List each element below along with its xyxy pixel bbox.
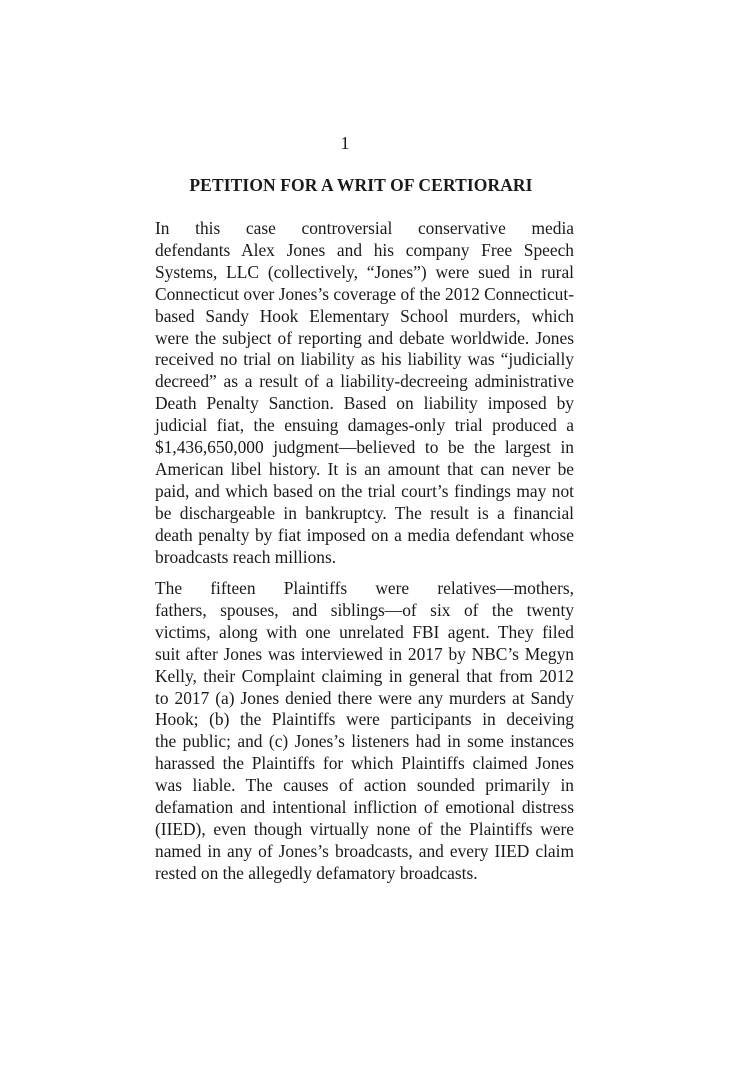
paragraph-line: decreed” as a result of a liability-decreeing administrative — [155, 371, 574, 392]
paragraph-line: were the subject of reporting and debate worldwide. Jones — [155, 327, 574, 348]
paragraph-line: Kelly, their Complaint claiming in general that from 2012 — [155, 665, 574, 686]
paragraph-line: The fifteen Plaintiffs were relatives—mothers, — [155, 578, 574, 598]
paragraph-line: rested on the allegedly defamatory broadcasts. — [155, 862, 478, 883]
paragraph-line: named in any of Jones’s broadcasts, and every IIED claim — [155, 840, 574, 861]
paragraph-line: be dischargeable in bankruptcy. The result is a financial — [155, 502, 574, 523]
paragraph-2 — [148, 578, 574, 885]
paragraph-line: suit after Jones was interviewed in 2017 by NBC’s Megyn — [155, 643, 574, 664]
paragraph-line: American libel history. It is an amount that can never be — [155, 458, 574, 479]
section-heading: PETITION FOR A WRIT OF CERTIORARI — [189, 175, 533, 195]
paragraph-line: based Sandy Hook Elementary School murders, which — [155, 305, 574, 326]
paragraph-line: $1,436,650,000 judgment—believed to be the largest in — [155, 437, 574, 458]
paragraph-line: broadcasts reach millions. — [155, 546, 337, 567]
paragraph-line: death penalty by fiat imposed on a media defendant whose — [155, 524, 574, 545]
paragraph-line: victims, along with one unrelated FBI agent. They filed — [155, 621, 574, 642]
paragraph-line: the public; and (c) Jones’s listeners had in some instances — [155, 731, 574, 752]
paragraph-line: defendants Alex Jones and his company Free Speech — [155, 239, 574, 260]
paragraph-line: fathers, spouses, and siblings—of six of the twenty — [155, 599, 574, 620]
paragraph-line: Systems, LLC (collectively, “Jones”) were sued in rural — [155, 261, 574, 282]
paragraph-line: In this case controversial conservative media — [155, 218, 574, 238]
paragraph-line: paid, and which based on the trial court’s findings may not — [155, 480, 574, 501]
paragraph-1 — [148, 218, 574, 569]
paragraph-line: harassed the Plaintiffs for which Plaintiffs claimed Jones — [155, 753, 574, 774]
paragraph-line: defamation and intentional infliction of emotional distress — [155, 797, 574, 818]
paragraph-line: (IIED), even though virtually none of the Plaintiffs were — [155, 818, 574, 839]
paragraph-line: to 2017 (a) Jones denied there were any murders at Sandy — [155, 687, 574, 708]
paragraph-line: received no trial on liability as his liability was “judicially — [155, 349, 574, 370]
paragraph-line: Hook; (b) the Plaintiffs were participants in deceiving — [155, 709, 574, 730]
paragraph-line: was liable. The causes of action sounded primarily in — [155, 775, 574, 796]
page-number: 1 — [340, 133, 350, 153]
paragraph-line: judicial fiat, the ensuing damages-only trial produced a — [155, 415, 574, 436]
paragraph-line: Death Penalty Sanction. Based on liability imposed by — [155, 393, 574, 414]
paragraph-line: Connecticut over Jones’s coverage of the 2012 Connecticut- — [155, 283, 574, 304]
